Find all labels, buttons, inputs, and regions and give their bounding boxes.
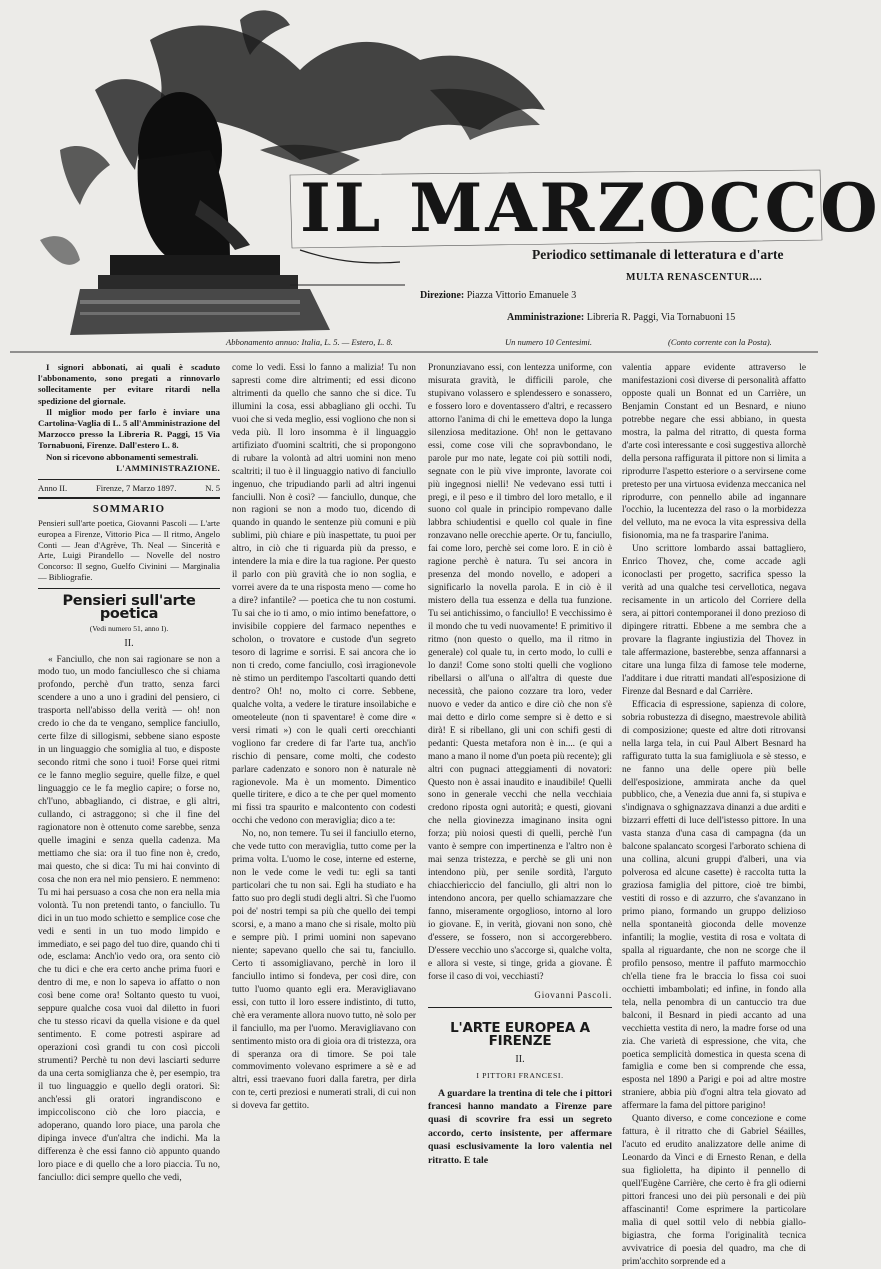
subscription-notice [38,362,220,474]
direzione-line [420,290,576,301]
article-section-heading: I PITTORI FRANCESI. [476,1070,564,1080]
amministrazione-line [507,312,735,323]
issue-date: Firenze, 7 Marzo 1897. [95,483,177,494]
column-2 [232,362,416,1197]
masthead [0,0,881,360]
divider [428,1007,612,1008]
body-paragraph: come lo vedi. Essi lo fanno a malizia! Tu non sapresti come dire altrimenti; ed essi dicono altrimenti da quello che sanno che si dice. Tu illumini la cosa, essi abbagliano gli occhi. Tu vuoi che si veda meglio, essi vogliono che non si veda più. Il loro insomma è il linguaggio artifiziato d'uomini scaltriti, che si propongono di rubare la volontà ad altri uomini non meno scaltriti; il tuo è il linguaggio nativo di fanciullo ingenuo, che tripudiando parli ad altri ingenui fanciulli. Non è così? — fanciullo, dunque, che non ragioni se non a modo tuo, dicendo di quando in quando le sentenze più comuni e più sublimi, più chiare e più inaspettate, tu puoi per altro, in ciò che ti riguarda più da presso, e intendere la mia e dire la tua ragione. Per questo il parlo con più gravità che io non soglia, e vorrei avere da te una risposta meno — come ho a dire? infantile? — poetica che tu non costumi. Tu sai che io ti amo, o mio intimo benefattore, o invisibile coppiere del farmaco nepenthes e scholon, o trovatore e custode d'un segreto tesoro di lagrime e sorrisi. E sai ancora che io non ti credo, come fanciullo, così irragionevole nè stimo un perditempo l'ascoltarti quando detti dentro? Oh! no, molto ci corre. Sebbene, qualche volta, a vedere le tirature insoìlabiche e omeoteleute (non ti spaventare! è come dire « versi rimati ») con le quali certi orecchianti vogliono far credere di far l'arte tua, anch'io rischio di pensare, come molti, che codesto parlare cadenzato e sonoro non è naturale nè ragionevole. Ma è un momento. Dimentico quelle tiritere, e dico a te che per quel momento mi fissi tra spaurito e malcontento con codesti occhi che vedono con meraviglia; dico a te: [232,363,416,827]
subscription-price: Abbonamento annuo: Italia, L. 5. — Estero, L. 8. [226,337,393,347]
body-paragraph: A guardare la trentina di tele che i pittori francesi hanno mandato a Firenze pare quasi di scovrire fra essi un segreto accordo, certo insistente, per affermare quasi esclusivamente la loro valentia nel ritratto. E tale [428,1087,612,1166]
article-part-number: II. [124,637,134,649]
body-paragraph: valentia appare evidente attraverso le manifestazioni così diverse di personalità affatto opposte quali un Bonnat ed un Carrière, un Benjamin Constant ed un Besnard, e niuno potrebbe negare che essi abbiano, in questa mostra, la palma del ritratto, di questa forma d'arte così interessante e così suggestiva allorchè della persona raffigurata il pittore non si limita a riprodurre l'aspetto esteriore o a servirsene come pretesto per una virtuosa evidenza meccanica nel riprodurre, con pennello abile ad ingannare l'occhio, la lucentezza del raso o la morbidezza del velluto, ma ne evoca la vita espressiva della fisionomia, ma ne fa trasparire l'anima. [622,363,806,542]
issue-number: N. 5 [205,483,220,494]
notice-paragraph: I signori abbonati, ai quali è scaduto l'abbonamento, sono pregati a rinnovarlo sollecitamente per evitare ritardi nella spedizione del giornale. [38,362,220,406]
issue-year: Anno II. [38,483,68,494]
column-4 [622,362,806,1267]
newspaper-title: IL MARZOCCO [300,169,881,247]
article-title: L'ARTE EUROPEA A FIRENZE [450,1019,590,1049]
body-paragraph: Quanto diverso, e come concezione e come fattura, è il ritratto che di Gabriel Séailles, l'acuto ed erudito analizzatore delle anime di Leonardo da Vinci e di Ernesto Renan, e della sua figlioletta, ha dipinto il pennello di quell'Eugène Carrière, che certo è fra gli odierni pittori francesi uno dei più personali e dei più affascinanti! Come esprimere la particolare malìa di quel sottil velo di nebbia giallo-bigiastra, che forma l'originalità tecnica avvivatrice di poesia del quadro, ma che di prim'acchito sorprende ed a [622,1114,806,1267]
body-paragraph: Efficacia di espressione, sapienza di colore, sobria robustezza di disegno, maestrevole abilità di composizione; queste ed altre doti ritrovansi nella larga tela, in cui Paul Albert Besnard ha raffigurato tutta la sua famigliuola e sè stesso, e ne fanno una delle opere più belle dell'esposizione, ammirata anche da quel pubblico, che, a Venezia due anni fa, si stupiva e s'indignava o sghignazzava dinanzi a due arditi e bizzarri effetti di luce dell'istesso pittore. In una vasta stanza d'una casa di campagna (da un balcone spalancato scorgesi l'arborato schiena di una collina, alcuni gruppi d'alberi, una via polverosa ed alcune casette) è raccolta tutta la graziosa famiglia del pittore, cioè tre bimbi, vestiti di rosso e di azzurro, che s'avanzano in primo piano, formando un gruppo delizioso nella spontaneità gioconda delle movenze infantili; la moglie, vestita di rosa e voltata di spalla al riguardante, che non ne scorge che il profilo pensoso, mentre il paffuto marmocchio ch'ella tiene fra le braccia lo fissa coi suoi occhietti imbambolati; ed infine, in fondo alla tela, nella penombra di un cantuccio tra due balconi, il Besnard in piedi accanto ad una vecchietta vestita di nero, la madre forse od una zia. Che varietà di espressione, che vita, che poetica semplicità domestica in questa scena di famiglia e come ben si comprende che essa, esposta nel 1890 a Parigi e poi ad altre mostre straniere, abbia più d'ogni altra tela giovato ad affermare la fama del pittore parigino! [622,699,806,1112]
notice-signature: L'AMMINISTRAZIONE. [116,462,220,473]
motto: MULTA RENASCENTUR.... [626,272,763,283]
subscription-row [0,337,828,355]
notice-paragraph: Il miglior modo per farlo è inviare una Cartolina-Vaglia di L. 5 all'Amministrazione del Marzocco presso la Libreria R. Paggi, 15 Via Tornabuoni, Firenze. Dall'estero L. 8. [38,406,220,451]
direzione-value: Piazza Vittorio Emanuele 3 [466,290,577,301]
amministrazione-value: Libreria R. Paggi, Via Tornabuoni 15 [586,312,736,323]
body-paragraph: Pronunziavano essi, con lentezza uniforme, con misurata gravità, le difficili parole, che stupivano volassero e splendessero e sonassero, e fossero loro e doventassero d'altri, e recassero attorno l'anima di chi le emetteva dopo la lunga silenziosa meditazione. Oh! non le gettavano essi, come cose vili che sopravbondano, le parole pur mo nate, legate coi più sottili nodi, segnate con le più vive impronte, lavorate coi più ingegnosi nielli! Ne vedevano essi tutti i pregi, e il peso e il timbro del loro metallo, e il suono col quale in principio rompevano dalle labbra schiudentisi e quello col quale in fine ronzavano nelle orecchie aperte. Or tu, fanciullo, fai come loro, perchè sei come loro. E in ciò è ragione perchè è natura. Tu sei ancora in presenza del mondo novello, e adoperi a significarlo la novella parola. E in ciò è il mistero della tua essenza e della tua funzione. Tu sei antichissimo, o fanciullo! E vecchissimo è il mondo che tu vedi nuovamente! E primitivo il ritmo (non questo o quello, ma il ritmo in generale) col quale tu, in certo modo, lo culli e lo danzi! Come sono stolti quelli che vogliono ribellarsi o all'una o all'altra di queste due necessità, che paiono cozzare tra loro, veder nuovo e veder da antico e dire ciò che non s'è mai detto e dirlo come sempre si è detto e si dirà! E si ribellano, gli uni con schifi gesti di pedanti: Questa metafora non è in.... (e qui a mano a mano il nome d'un poeta più recente); gli altri con pugnaci atteggiamenti di novatori: Questo non è assai inaudito e inaudibile! Quelli sono in generale vecchi che nella vecchiaia credono riposta ogni autorità; e questi, giovani che nella giovinezza imaginano insita ogni forza; più noiosi questi di quelli, perchè l'un vanto è sempre con impertinenza e l'altro non è mai senza tristezza, e perchè se gli uni non intendono più, per senile sordità, l'arguto chiacchierìccio del fanciullo, gli altri non lo intendono ancora, per quello schiamazzare che fanno, miseramente orgoglioso, intorno al loro io giovane. E, in verità, giovani non sono, chè d'essere, se fossero, non si accorgerebbero. D'essere vecchio uno s'accorge sì, qualche volta, e allora si veste, si tinge, grida a giovane. È forse il caso di voi, vecchiasti? [428,363,613,982]
divider [38,497,220,499]
issue-price: Un numero 10 Centesimi. [505,337,593,347]
divider [38,479,220,480]
amministrazione-label: Amministrazione: [507,312,585,323]
body-paragraph: « Fanciullo, che non sai ragionare se non a modo tuo, un modo fanciullesco che si chiama profondo, perchè d'un tratto, senza farci scendere a uno a uno i gradini del pensiero, ci trasporta nell'abisso della verità — oh! non credo io che da te vengano, semplice fanciullo, certe filze di sillogismi, sebbene siano esposte in un linguaggio che somiglia al tuo, e disposte secondo ritmi che sono i tuoi! Forse quei ritmi ce le fanno meglio seguire, quelle filze, e quel linguaggio ce le fa meglio capire; o forse no, ch'l'uno, abbagliando, ci distrae, e gli altri, cullando, ci astraggono; sì che il fine del ragionatore non è ottenuto come sarebbe, senza quelle imagini e senza quella cadenza. Ma mettiamo che sia: ora il tuo fine non è, credo, mai questo, che si dica: Tu mi hai convinto di cosa che non era nel mio pensiero. E nemmeno: Tu mi hai persuaso a cosa che non era nella mia volontà. Tu non pretendi tanto, o fanciullo. Tu dici in un tuo modo schietto e semplice cose che vedi e senti in un tuo modo limpido e immediato, e sei pago del tuo dire, quando chi ti ode, esclama: Anch'io vedo ora, ora sento ciò che tu dici e che era certo anche prima fuori e dentro di me, e non lo sapeva io affatto o non così bene come ora! Soltanto questo tu vuoi, seppure qualche cosa vuoi dal diletto in fuori che tu stesso ricavi da quella visione e da quel sentimento. E come potresti aspirare ad operazioni così grandi tu con così piccoli strumenti? Perchè tu non devi lasciarti sedurre da una certa somiglianza che è, per esempio, tra il tuo linguaggio e quello degli oratori. Sì: anch'essi gli oratori ingrandiscono e impiccoliscono ciò che loro piaccia, e adoperano, quando loro piace, una parola che dipinga invece d'un'altra che indichi. Ma la differenza è che essi fanno ciò appunto quando loro piace e di quello che a loro piaccia. Tu no, fanciullo: dici sempre quello che vedi, [38,654,220,1183]
sommario-heading: SOMMARIO [92,502,166,515]
article-part-number: II. [515,1053,525,1065]
article-title: Pensieri sull'arte poetica [62,592,196,622]
article-reference: (Vedi numero 51, anno I). [89,623,169,633]
issue-line [38,482,220,495]
sommario-text: Pensieri sull'arte poetica, Giovanni Pascoli — L'arte europea a Firenze, Vittorio Pica — Il ritmo, Angelo Conti — Jean d'Agrève, Th. Neal — Sincerità e Arte, Luigi Pirandello — Novelle del nostro Concorso: Il segno, Guelfo Civinini — Marginalia — Bibliografie. [38,517,220,582]
notice-paragraph: Non si ricevono abbonamenti semestrali. [46,451,199,462]
column-1 [38,362,220,1197]
body-paragraph: Uno scrittore lombardo assai battagliero, Enrico Thovez, che, come accade agli iconoclasti per progetto, sacrifica spesso la verità ad una qualche tesi cervellotica, negava recisamente in un articolo del Corriere della sera, ai pittori contemporanei il dono prezioso di dipingere ritratti. Ebbene a me sembra che a provare la flagrante ingiustizia del Thovez in tale affermazione, basterebbe, senza affannarsi a citare una lunga filza di famose tele moderne, l'additare i due ritratti mandati all'esposizione di Firenze dal Besnard e dal Carrière. [622,544,806,697]
direzione-label: Direzione: [420,290,465,301]
column-3 [428,362,612,1197]
divider [38,588,220,589]
body-paragraph: No, no, non temere. Tu sei il fanciullo eterno, che vede tutto con meraviglia, tutto come per la prima volta. L'uomo le cose, interne ed esterne, non le vede come le vedi tu: egli sa tanti particolari che tu non sai. Egli ha studiato e ha fatto suo pro degli studi degli altri. Sì che l'uomo poi de' nostri tempi sa più che quello dei tempi scorsi, e, a mano a mano che si risale, molto più e sempre più. I primi uomini non sapevano niente; sapevano quello che sai tu, fanciullo. Certo ti assomigliavano, perchè in loro il fanciullo intimo si fondeva, per così dire, con tutto l'uomo quanto egli era. Meravigliavano essi, con tutto il loro essere indistinto, di tutto, chè era veramente allora nuovo tutto, nè solo per il fanciullo, ma per l'uomo. Meravigliavano con sentimento misto ora di gioia ora di tristezza, ora di speranza ora di timore. Se poi tale commovimento volevano esprimere a sè e ad altri, essi traevano fuori dalla faretra, per dirla con te, certi preziosi e numerati strali, di cui non si doveva far gettito. [232,829,416,1112]
article-signature: Giovanni Pascoli. [534,989,612,1000]
postal-account: (Conto corrente con la Posta). [668,337,772,347]
newspaper-subtitle: Periodico settimanale di letteratura e d'arte [532,247,784,262]
